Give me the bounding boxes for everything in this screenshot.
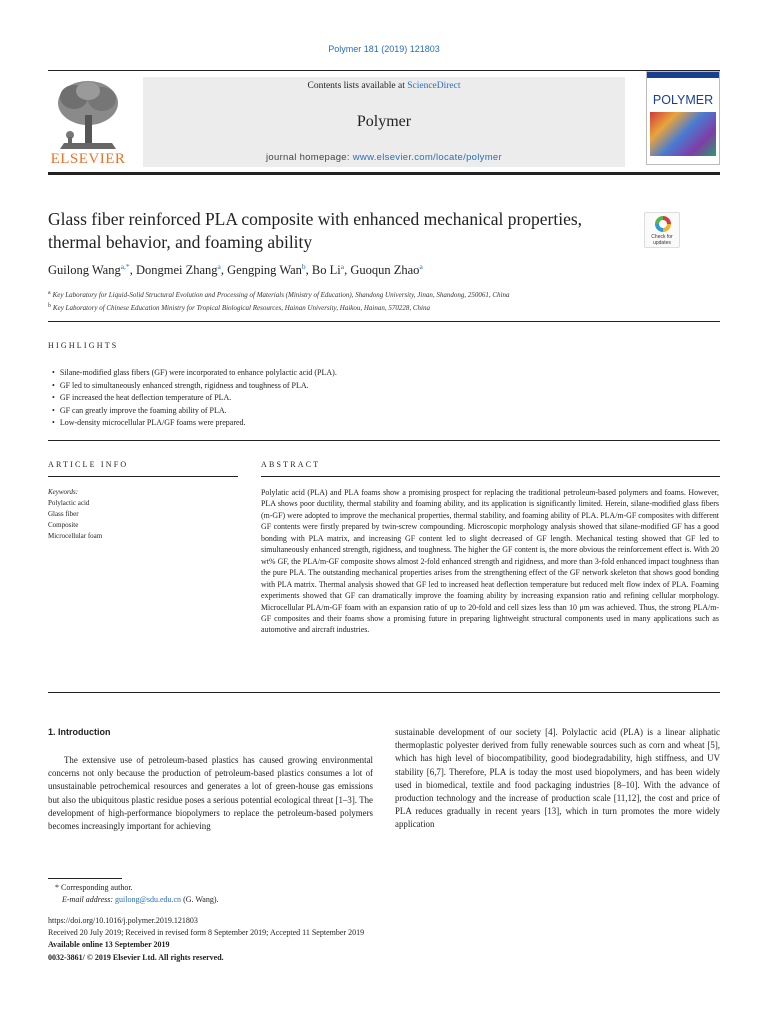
author-separator: , [220,263,228,278]
contents-line [143,81,625,91]
journal-cover-thumbnail[interactable] [646,71,720,165]
author-name[interactable]: Guoqun Zhao [350,263,420,278]
divider [48,692,720,693]
doi-link[interactable]: https://doi.org/10.1016/j.polymer.2019.121803 [48,916,198,925]
journal-homepage-link[interactable]: www.elsevier.com/locate/polymer [352,152,502,163]
introduction-right-column: sustainable development of our society [4]. Polylactic acid (PLA) is a linear aliphatic thermoplastic polyester derived from fully renewable sources such as corn and wheat [5], which has high level of biocompatibility, good biodegradability, high stiffness, and UV stability [6,7]. Therefore, PLA is today the most used biopolymers, and has been widely used in biomedical, textile and food packaging industries [8–10]. With the advance of production technology and the increase of production scale [11,12], the cost and price of PLA reduces gradually in recent years [13], which in turn promotes the more widely application [395,727,720,830]
footnote-rule [48,878,122,879]
affiliations [48,288,720,314]
issn-copyright: 0032-3861/ © 2019 Elsevier Ltd. All rights reserved. [48,953,224,962]
email-link[interactable]: guilong@sdu.edu.cn [115,895,182,904]
article-title: Glass fiber reinforced PLA composite with enhanced mechanical properties, thermal behavior, and foaming ability [48,209,583,252]
cover-title: POLYMER [652,93,714,107]
divider [48,476,238,477]
affiliation-text: Key Laboratory of Chinese Education Ministry for Tropical Biological Resources, Hainan University, Haikou, Hainan, 570228, China [52,304,430,313]
abstract-text: Polylatic acid (PLA) and PLA foams show a promising prospect for replacing the traditional petroleum-based polymers and foams. However, PLA shows poor ductility, thermal stability and foaming ability, and its application is significantly limited. Herein, silane-modified glass fibers (m-GF) were adopted to improve the mechanical properties, thermal stability, and foaming ability of PLA. PLA/m-GF composites with different GF contents were firstly prepared by twin-screw compounding. Microscopic morphology analysis showed that silane-modified GF has a good bonding with PLA matrix, and increasing GF content led to slight decreased of GF length. Mechanical testing showed that GF led to simultaneously enhanced strength, rigidness, and toughness. The higher the GF content is, the more obvious the reinforcement effect is. With 20 wt% GF, the PLA/m-GF composite shows almost 2-fold enhanced strength and rigidness, and more than 3-fold enhanced impact toughness than the pure PLA. The outstanding mechanical properties arises from the strengthening effect of the GF network skeleton that shows good bonding with PLA matrix. Thermal analysis showed that GF led to increased heat deflection temperature but reduced melt flow index of PLA. Foaming experiments showed that GF can dramatically improve the foaming ability by increasing expansion ratio and refining cellular morphology. Microcellular PLA/m-GF foam with an expansion ratio of up to 20-fold and cell sizes less than 10 μm was achieved. Thus, the strong PLA/m-GF composites and their foams show a promising future in preparing lightweight structural components used in many applications such as automotive and aircraft industries. [261,488,719,635]
highlight-item: • Low-density microcellular PLA/GF foams were prepared. [52,417,712,430]
author-affiliation-marker[interactable]: a [217,262,221,271]
affiliation-marker: a [48,290,51,296]
email-label: E-mail address: [62,895,114,904]
keywords-block [48,487,238,542]
abstract-heading: ABSTRACT [261,460,321,469]
homepage-line [143,152,625,163]
cover-topbar [647,72,719,78]
divider [48,440,720,441]
keyword-item: Polylactic acid [48,499,90,507]
sciencedirect-link[interactable]: ScienceDirect [407,81,461,91]
journal-name: Polymer [356,113,412,130]
divider [261,476,720,477]
highlight-item: • GF led to simultaneously enhanced strength, rigidness and toughness of PLA. [52,380,712,393]
keyword-item: Composite [48,521,79,529]
contents-prefix: Contents lists available at [307,81,408,91]
email-note [62,894,218,905]
check-for-updates-badge[interactable] [644,212,680,248]
homepage-prefix: journal homepage: [266,152,353,163]
keyword-item: Glass fiber [48,510,79,518]
crossmark-label: Check for updates [651,234,673,246]
corresponding-author-note: * Corresponding author. [55,883,133,892]
crossmark-icon [655,216,671,232]
introduction-heading: 1. Introduction [48,727,111,737]
author-list [48,262,720,278]
author-name[interactable]: Bo Li [311,263,341,278]
author-affiliation-marker[interactable]: b [301,262,306,271]
available-online: Available online 13 September 2019 [48,940,170,949]
highlight-item: • GF increased the heat deflection temperature of PLA. [52,392,712,405]
author-affiliation-marker[interactable]: a [419,262,423,271]
author-separator: , [305,263,312,278]
highlights-heading: HIGHLIGHTS [48,341,119,350]
received-dates: Received 20 July 2019; Received in revised form 8 September 2019; Accepted 11 September 2019 [48,928,365,937]
elsevier-wordmark: ELSEVIER [50,151,126,167]
author-affiliation-marker[interactable]: a [340,262,345,271]
affiliation-text: Key Laboratory for Liquid-Solid Structural Evolution and Processing of Materials (Ministry of Education), Shandong University, Jinan, Shandong, 250061, China [52,291,510,300]
keyword-item: Microcellular foam [48,532,103,540]
author-affiliation-marker[interactable]: a,* [120,262,130,271]
masthead-rule [48,172,720,175]
email-suffix: (G. Wang). [181,895,219,904]
author-separator: , [129,263,136,278]
highlights-list [52,367,712,430]
affiliation-line [48,288,720,301]
elsevier-logo [48,77,128,169]
author-separator: , [344,263,351,278]
journal-masthead [48,70,720,170]
author-name[interactable]: Dongmei Zhang [135,263,218,278]
journal-reference[interactable]: Polymer 181 (2019) 121803 [328,44,440,54]
divider [48,321,720,322]
cover-artwork [650,112,716,156]
affiliation-line [48,301,720,314]
highlight-item: • Silane-modified glass fibers (GF) were incorporated to enhance polylactic acid (PLA). [52,367,712,380]
highlight-item: • GF can greatly improve the foaming ability of PLA. [52,405,712,418]
author-name[interactable]: Guilong Wang [48,263,121,278]
article-info-heading: ARTICLE INFO [48,460,129,469]
masthead-banner [143,77,625,167]
elsevier-tree-icon [52,77,124,151]
affiliation-marker: b [48,302,51,309]
introduction-left-column: The extensive use of petroleum-based plastics has caused growing environmental concerns not only because the production of petroleum-based plastics consumes a lot of unsustainable petrochemical resources and generates a lot of green-house gas emissions but also the ubiquitous plastic residue poses a serious potential ecological threat [1–3]. The development of high-performance biopolymers to replace the petroleum-based polymers becomes increasingly important for achieving [48,755,373,832]
author-name[interactable]: Gengping Wan [227,263,302,278]
keywords-label: Keywords: [48,488,79,496]
